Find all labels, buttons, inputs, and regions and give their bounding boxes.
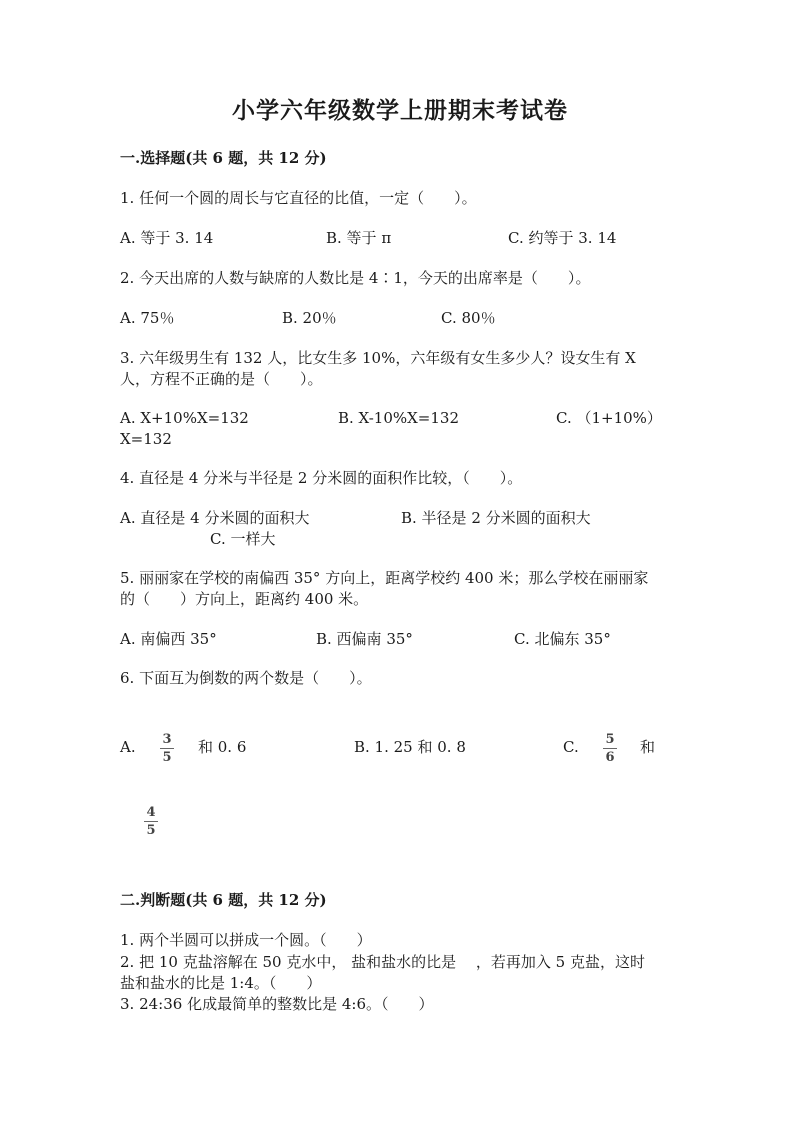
question-2-option-a: A. 75％: [120, 309, 175, 327]
question-4-option-a: A. 直径是 4 分米圆的面积大: [120, 509, 310, 527]
question-2-option-c: C. 80％: [441, 309, 496, 327]
question-3-option-b: B. X-10%X=132: [338, 409, 459, 427]
judgment-question-3: 3. 24:36 化成最简单的整数比是 4:6。（ ）: [120, 995, 434, 1013]
fraction-bar: [144, 821, 158, 822]
fraction-denominator: 5: [146, 823, 156, 838]
fraction-denominator: 6: [605, 750, 615, 765]
question-2-option-b: B. 20％: [282, 309, 337, 327]
question-1-stem: 1. 任何一个圆的周长与它直径的比值，一定（ ）。: [120, 189, 477, 207]
question-3-option-c-line-2: X=132: [120, 430, 172, 448]
question-6-option-b: B. 1. 25 和 0. 8: [354, 738, 466, 756]
question-3-option-c-line-1: C. （1+10%）: [556, 409, 662, 427]
question-6-option-a-label: A.: [120, 738, 136, 756]
question-5-stem-line-1: 5. 丽丽家在学校的南偏西 35° 方向上，距离学校约 400 米；那么学校在丽丽家: [120, 569, 649, 587]
question-6-option-c-fraction: [603, 732, 617, 765]
judgment-question-1: 1. 两个半圆可以拼成一个圆。（ ）: [120, 931, 372, 949]
question-5-stem-line-2: 的（ ）方向上，距离约 400 米。: [120, 590, 369, 608]
question-4-option-c: C. 一样大: [210, 530, 276, 548]
question-3-stem-line-1: 3. 六年级男生有 132 人，比女生多 10%，六年级有女生多少人？设女生有 X: [120, 349, 636, 367]
question-6-option-a-fraction: [160, 732, 174, 765]
section-2-heading: 二.判断题(共 6 题，共 12 分): [120, 891, 327, 909]
question-6-option-a-rest: 和 0. 6: [198, 738, 247, 756]
section-1-heading: 一.选择题(共 6 题，共 12 分): [120, 149, 327, 167]
question-1-option-b: B. 等于 π: [326, 229, 392, 247]
judgment-question-2-line-1: 2. 把 10 克盐溶解在 50 克水中， 盐和盐水的比是 ，若再加入 5 克盐，这时: [120, 953, 645, 971]
question-6-option-c-label: C.: [563, 738, 579, 756]
question-5-option-b: B. 西偏南 35°: [316, 630, 413, 648]
judgment-question-2-line-2: 盐和盐水的比是 1:4。（ ）: [120, 974, 322, 992]
page-title: 小学六年级数学上册期末考试卷: [232, 97, 568, 124]
fraction-bar: [160, 748, 174, 749]
question-3-option-a: A. X+10%X=132: [120, 409, 249, 427]
question-6-option-c-rest: 和: [640, 738, 656, 756]
fraction-numerator: 5: [605, 732, 615, 747]
question-5-option-c: C. 北偏东 35°: [514, 630, 611, 648]
question-6-option-c-second-fraction: [144, 805, 158, 838]
question-2-stem: 2. 今天出席的人数与缺席的人数比是 4∶1，今天的出席率是（ ）。: [120, 269, 591, 287]
question-3-stem-line-2: 人，方程不正确的是（ ）。: [120, 370, 323, 388]
question-4-option-b: B. 半径是 2 分米圆的面积大: [401, 509, 591, 527]
question-5-option-a: A. 南偏西 35°: [120, 630, 217, 648]
question-1-option-c: C. 约等于 3. 14: [508, 229, 617, 247]
fraction-bar: [603, 748, 617, 749]
fraction-numerator: 3: [162, 732, 172, 747]
fraction-numerator: 4: [146, 805, 156, 820]
question-6-stem: 6. 下面互为倒数的两个数是（ ）。: [120, 669, 372, 687]
question-4-stem: 4. 直径是 4 分米与半径是 2 分米圆的面积作比较，（ ）。: [120, 469, 523, 487]
question-1-option-a: A. 等于 3. 14: [120, 229, 214, 247]
fraction-denominator: 5: [162, 750, 172, 765]
